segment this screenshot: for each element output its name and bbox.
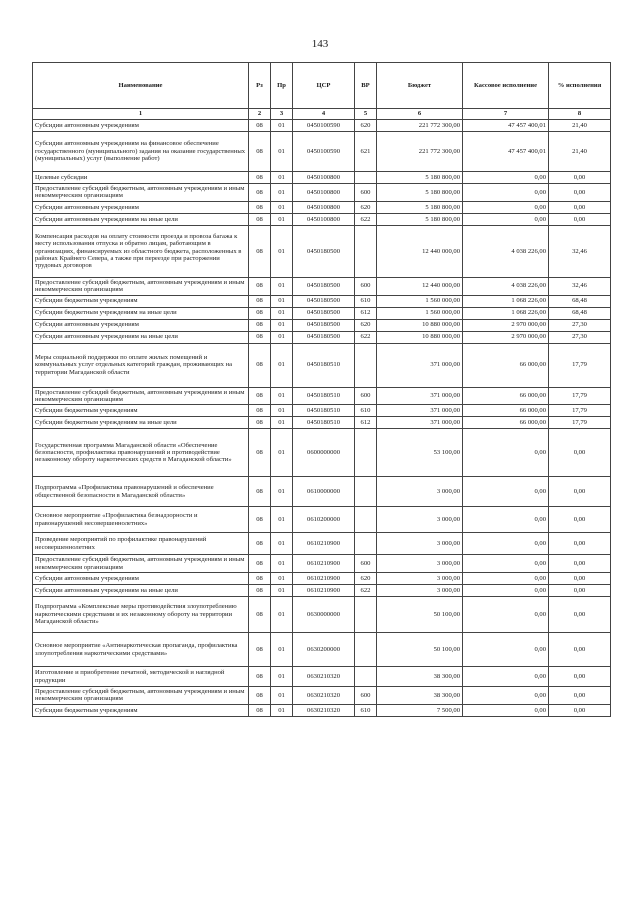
row-vr: 620 [355, 573, 377, 585]
row-budget: 38 300,00 [377, 687, 463, 705]
row-cash-execution: 0,00 [463, 533, 549, 555]
row-vr: 600 [355, 277, 377, 295]
row-rz: 08 [249, 132, 271, 172]
row-pr: 01 [271, 319, 293, 331]
row-rz: 08 [249, 295, 271, 307]
row-name: Предоставление субсидий бюджетным, автономным учреждениям и иным некоммерческим организациям [33, 687, 249, 705]
row-vr [355, 343, 377, 387]
row-name: Основное мероприятие «Антинаркотическая пропаганда, профилактика злоупотребления наркотическими средствами» [33, 633, 249, 667]
row-name: Субсидии бюджетным учреждениям [33, 405, 249, 417]
row-name: Субсидии автономным учреждениям [33, 201, 249, 213]
row-csr: 0450180510 [293, 387, 355, 405]
row-name: Основное мероприятие «Профилактика безнадзорности и правонарушений несовершеннолетних» [33, 507, 249, 533]
table-row [33, 319, 611, 331]
column-number: 4 [293, 109, 355, 120]
row-percent: 0,00 [549, 172, 611, 184]
row-cash-execution: 0,00 [463, 172, 549, 184]
header-name: Наименование [33, 63, 249, 109]
row-budget: 12 440 000,00 [377, 277, 463, 295]
row-rz: 08 [249, 213, 271, 225]
row-cash-execution: 66 000,00 [463, 343, 549, 387]
row-cash-execution: 1 068 226,00 [463, 295, 549, 307]
row-pr: 01 [271, 585, 293, 597]
column-number: 5 [355, 109, 377, 120]
row-name: Целевые субсидии [33, 172, 249, 184]
row-cash-execution: 0,00 [463, 213, 549, 225]
table-row [33, 405, 611, 417]
row-percent: 0,00 [549, 687, 611, 705]
row-pr: 01 [271, 507, 293, 533]
row-budget: 371 000,00 [377, 387, 463, 405]
row-percent: 32,46 [549, 277, 611, 295]
row-rz: 08 [249, 172, 271, 184]
row-name: Субсидии бюджетным учреждениям на иные цели [33, 307, 249, 319]
row-pr: 01 [271, 225, 293, 277]
row-budget: 10 880 000,00 [377, 319, 463, 331]
row-cash-execution: 0,00 [463, 201, 549, 213]
row-vr [355, 507, 377, 533]
row-rz: 08 [249, 597, 271, 633]
row-rz: 08 [249, 667, 271, 687]
header-budget: Бюджет [377, 63, 463, 109]
row-pr: 01 [271, 405, 293, 417]
row-pr: 01 [271, 184, 293, 202]
row-budget: 3 000,00 [377, 533, 463, 555]
row-vr: 600 [355, 184, 377, 202]
row-name: Субсидии автономным учреждениям [33, 319, 249, 331]
header-percent-execution: % исполнения [549, 63, 611, 109]
row-name: Субсидии автономным учреждениям [33, 120, 249, 132]
row-csr: 0450180510 [293, 343, 355, 387]
row-csr: 0610210900 [293, 585, 355, 597]
row-vr: 622 [355, 213, 377, 225]
row-cash-execution: 0,00 [463, 555, 549, 573]
row-csr: 0450180500 [293, 277, 355, 295]
row-csr: 0610210900 [293, 573, 355, 585]
row-percent: 27,30 [549, 331, 611, 343]
row-cash-execution: 0,00 [463, 597, 549, 633]
row-pr: 01 [271, 597, 293, 633]
row-vr [355, 225, 377, 277]
row-pr: 01 [271, 331, 293, 343]
row-budget: 221 772 300,00 [377, 120, 463, 132]
row-vr: 620 [355, 120, 377, 132]
row-pr: 01 [271, 201, 293, 213]
row-budget: 5 180 800,00 [377, 172, 463, 184]
row-rz: 08 [249, 417, 271, 429]
row-csr: 0450100800 [293, 201, 355, 213]
row-cash-execution: 1 068 226,00 [463, 307, 549, 319]
row-vr [355, 477, 377, 507]
row-budget: 50 100,00 [377, 597, 463, 633]
table-row [33, 277, 611, 295]
row-name: Подпрограмма «Профилактика правонарушений и обеспечение общественной безопасности в Магаданской области» [33, 477, 249, 507]
row-budget: 38 300,00 [377, 667, 463, 687]
row-pr: 01 [271, 387, 293, 405]
row-csr: 0630210320 [293, 667, 355, 687]
table-row [33, 307, 611, 319]
row-cash-execution: 4 038 226,00 [463, 225, 549, 277]
row-rz: 08 [249, 405, 271, 417]
row-percent: 32,46 [549, 225, 611, 277]
column-number: 7 [463, 109, 549, 120]
table-row [33, 507, 611, 533]
row-budget: 7 500,00 [377, 704, 463, 716]
row-pr: 01 [271, 343, 293, 387]
row-budget: 3 000,00 [377, 477, 463, 507]
row-csr: 0450100590 [293, 132, 355, 172]
row-cash-execution: 0,00 [463, 507, 549, 533]
row-vr: 622 [355, 331, 377, 343]
row-pr: 01 [271, 633, 293, 667]
row-vr: 620 [355, 319, 377, 331]
row-percent: 0,00 [549, 201, 611, 213]
row-rz: 08 [249, 387, 271, 405]
row-cash-execution: 47 457 400,01 [463, 132, 549, 172]
header-pr: Пр [271, 63, 293, 109]
row-rz: 08 [249, 343, 271, 387]
table-row [33, 573, 611, 585]
table-row [33, 555, 611, 573]
table-row [33, 533, 611, 555]
row-vr [355, 633, 377, 667]
table-row [33, 597, 611, 633]
row-pr: 01 [271, 704, 293, 716]
table-row [33, 585, 611, 597]
row-pr: 01 [271, 277, 293, 295]
row-percent: 0,00 [549, 213, 611, 225]
column-number: 3 [271, 109, 293, 120]
row-csr: 0450100800 [293, 172, 355, 184]
row-rz: 08 [249, 477, 271, 507]
row-cash-execution: 0,00 [463, 573, 549, 585]
table-row [33, 213, 611, 225]
column-number-row [33, 109, 611, 120]
row-rz: 08 [249, 319, 271, 331]
row-vr: 610 [355, 295, 377, 307]
row-cash-execution: 0,00 [463, 477, 549, 507]
table-header-row [33, 63, 611, 109]
row-name: Подпрограмма «Комплексные меры противодействия злоупотреблению наркотическими средствами и их незаконному обороту на территории Магаданской области» [33, 597, 249, 633]
row-vr [355, 667, 377, 687]
row-rz: 08 [249, 331, 271, 343]
row-name: Проведение мероприятий по профилактике правонарушений несовершеннолетних [33, 533, 249, 555]
row-csr: 0450180500 [293, 307, 355, 319]
row-name: Субсидии бюджетным учреждениям [33, 704, 249, 716]
row-percent: 17,79 [549, 387, 611, 405]
row-percent: 17,79 [549, 417, 611, 429]
row-vr: 621 [355, 132, 377, 172]
row-rz: 08 [249, 687, 271, 705]
row-pr: 01 [271, 477, 293, 507]
row-name: Предоставление субсидий бюджетным, автономным учреждениям и иным некоммерческим организациям [33, 555, 249, 573]
row-rz: 08 [249, 120, 271, 132]
row-rz: 08 [249, 277, 271, 295]
row-percent: 0,00 [549, 533, 611, 555]
row-name: Субсидии бюджетным учреждениям на иные цели [33, 417, 249, 429]
row-percent: 0,00 [549, 585, 611, 597]
row-percent: 0,00 [549, 704, 611, 716]
row-percent: 0,00 [549, 555, 611, 573]
table-row [33, 120, 611, 132]
row-name: Субсидии автономным учреждениям на иные цели [33, 213, 249, 225]
row-vr: 600 [355, 687, 377, 705]
row-rz: 08 [249, 633, 271, 667]
header-cash-execution: Кассовое исполнение [463, 63, 549, 109]
row-pr: 01 [271, 555, 293, 573]
row-cash-execution: 0,00 [463, 667, 549, 687]
row-percent: 0,00 [549, 667, 611, 687]
row-budget: 371 000,00 [377, 405, 463, 417]
row-cash-execution: 2 970 000,00 [463, 331, 549, 343]
row-name: Государственная программа Магаданской области «Обеспечение безопасности, профилактика правонарушений и противодействие незаконному обороту наркотических средств в Магаданской области» [33, 429, 249, 477]
row-csr: 0450100590 [293, 120, 355, 132]
row-vr [355, 533, 377, 555]
row-name: Компенсация расходов на оплату стоимости проезда и провоза багажа к месту использования отпуска и обратно лицам, работающим в организациях, финансируемых из областного бюджета, расположенных в районах Крайнего Севера, а также при переезде при расторжении трудовых договоров [33, 225, 249, 277]
table-row [33, 225, 611, 277]
row-vr: 610 [355, 405, 377, 417]
row-name: Субсидии автономным учреждениям на иные цели [33, 585, 249, 597]
row-rz: 08 [249, 201, 271, 213]
row-budget: 5 180 800,00 [377, 201, 463, 213]
row-budget: 3 000,00 [377, 555, 463, 573]
row-percent: 0,00 [549, 573, 611, 585]
row-csr: 0610210900 [293, 555, 355, 573]
row-csr: 0450180500 [293, 319, 355, 331]
table-body [33, 120, 611, 717]
row-vr: 622 [355, 585, 377, 597]
row-vr: 612 [355, 417, 377, 429]
row-rz: 08 [249, 573, 271, 585]
row-name: Субсидии автономным учреждениям на иные цели [33, 331, 249, 343]
row-vr: 620 [355, 201, 377, 213]
row-percent: 0,00 [549, 633, 611, 667]
row-name: Субсидии автономным учреждениям [33, 573, 249, 585]
row-name: Предоставление субсидий бюджетным, автономным учреждениям и иным некоммерческим организациям [33, 277, 249, 295]
row-vr [355, 429, 377, 477]
budget-execution-table [32, 62, 611, 717]
row-percent: 0,00 [549, 477, 611, 507]
row-cash-execution: 0,00 [463, 585, 549, 597]
row-pr: 01 [271, 213, 293, 225]
row-percent: 0,00 [549, 184, 611, 202]
row-vr: 600 [355, 387, 377, 405]
row-budget: 3 000,00 [377, 507, 463, 533]
row-budget: 53 100,00 [377, 429, 463, 477]
table-row [33, 387, 611, 405]
row-csr: 0600000000 [293, 429, 355, 477]
row-pr: 01 [271, 429, 293, 477]
row-csr: 0450180500 [293, 225, 355, 277]
row-pr: 01 [271, 120, 293, 132]
row-percent: 68,48 [549, 295, 611, 307]
table-row [33, 667, 611, 687]
row-cash-execution: 66 000,00 [463, 405, 549, 417]
row-name: Субсидии бюджетным учреждениям [33, 295, 249, 307]
row-rz: 08 [249, 585, 271, 597]
row-name: Предоставление субсидий бюджетным, автономным учреждениям и иным некоммерческим организациям [33, 387, 249, 405]
row-vr: 600 [355, 555, 377, 573]
row-pr: 01 [271, 295, 293, 307]
row-cash-execution: 0,00 [463, 429, 549, 477]
row-pr: 01 [271, 687, 293, 705]
row-budget: 5 180 800,00 [377, 213, 463, 225]
header-rz: Рз [249, 63, 271, 109]
row-budget: 221 772 300,00 [377, 132, 463, 172]
row-rz: 08 [249, 507, 271, 533]
row-csr: 0450100800 [293, 184, 355, 202]
row-pr: 01 [271, 132, 293, 172]
row-budget: 3 000,00 [377, 585, 463, 597]
row-vr [355, 597, 377, 633]
row-percent: 27,30 [549, 319, 611, 331]
row-cash-execution: 66 000,00 [463, 417, 549, 429]
row-percent: 0,00 [549, 429, 611, 477]
header-vr: ВР [355, 63, 377, 109]
row-cash-execution: 2 970 000,00 [463, 319, 549, 331]
row-percent: 21,40 [549, 120, 611, 132]
row-cash-execution: 0,00 [463, 633, 549, 667]
row-csr: 0630210320 [293, 687, 355, 705]
row-pr: 01 [271, 172, 293, 184]
row-budget: 10 880 000,00 [377, 331, 463, 343]
row-rz: 08 [249, 533, 271, 555]
row-cash-execution: 4 038 226,00 [463, 277, 549, 295]
column-number: 2 [249, 109, 271, 120]
row-csr: 0610210900 [293, 533, 355, 555]
row-pr: 01 [271, 307, 293, 319]
table-row [33, 331, 611, 343]
table-row [33, 201, 611, 213]
row-percent: 68,48 [549, 307, 611, 319]
row-cash-execution: 0,00 [463, 687, 549, 705]
row-vr [355, 172, 377, 184]
row-budget: 5 180 800,00 [377, 184, 463, 202]
row-budget: 371 000,00 [377, 343, 463, 387]
row-rz: 08 [249, 184, 271, 202]
row-name: Предоставление субсидий бюджетным, автономным учреждениям и иным некоммерческим организациям [33, 184, 249, 202]
row-pr: 01 [271, 417, 293, 429]
column-number: 8 [549, 109, 611, 120]
row-cash-execution: 66 000,00 [463, 387, 549, 405]
row-budget: 3 000,00 [377, 573, 463, 585]
row-rz: 08 [249, 555, 271, 573]
row-csr: 0450180500 [293, 295, 355, 307]
row-rz: 08 [249, 307, 271, 319]
table-row [33, 477, 611, 507]
row-csr: 0630210320 [293, 704, 355, 716]
row-rz: 08 [249, 429, 271, 477]
table-row [33, 704, 611, 716]
row-percent: 0,00 [549, 507, 611, 533]
row-percent: 17,79 [549, 405, 611, 417]
row-pr: 01 [271, 573, 293, 585]
row-name: Меры социальной поддержки по оплате жилых помещений и коммунальных услуг отдельных категорий граждан, проживающих на территории Магаданской области [33, 343, 249, 387]
row-csr: 0450100800 [293, 213, 355, 225]
row-name: Субсидии автономным учреждениям на финансовое обеспечение государственного (муниципального) задания на оказание государственных (муниципальных) услуг (выполнение работ) [33, 132, 249, 172]
row-csr: 0630000000 [293, 597, 355, 633]
table-row [33, 417, 611, 429]
row-percent: 21,40 [549, 132, 611, 172]
row-budget: 1 560 000,00 [377, 307, 463, 319]
row-vr: 610 [355, 704, 377, 716]
row-csr: 0610000000 [293, 477, 355, 507]
row-vr: 612 [355, 307, 377, 319]
table-row [33, 295, 611, 307]
table-row [33, 429, 611, 477]
table-row [33, 132, 611, 172]
row-name: Изготовление и приобретение печатной, методической и наглядной продукции [33, 667, 249, 687]
row-budget: 371 000,00 [377, 417, 463, 429]
header-csr: ЦСР [293, 63, 355, 109]
table-row [33, 687, 611, 705]
table-row [33, 633, 611, 667]
row-csr: 0450180510 [293, 405, 355, 417]
row-budget: 50 100,00 [377, 633, 463, 667]
row-cash-execution: 47 457 400,01 [463, 120, 549, 132]
row-csr: 0610200000 [293, 507, 355, 533]
row-percent: 17,79 [549, 343, 611, 387]
table-row [33, 184, 611, 202]
row-budget: 1 560 000,00 [377, 295, 463, 307]
row-pr: 01 [271, 667, 293, 687]
row-rz: 08 [249, 704, 271, 716]
row-csr: 0630200000 [293, 633, 355, 667]
row-cash-execution: 0,00 [463, 184, 549, 202]
table-row [33, 343, 611, 387]
row-pr: 01 [271, 533, 293, 555]
row-budget: 12 440 000,00 [377, 225, 463, 277]
row-percent: 0,00 [549, 597, 611, 633]
table-row [33, 172, 611, 184]
row-csr: 0450180510 [293, 417, 355, 429]
row-cash-execution: 0,00 [463, 704, 549, 716]
page-number: 143 [311, 38, 329, 50]
column-number: 6 [377, 109, 463, 120]
row-csr: 0450180500 [293, 331, 355, 343]
row-rz: 08 [249, 225, 271, 277]
column-number: 1 [33, 109, 249, 120]
